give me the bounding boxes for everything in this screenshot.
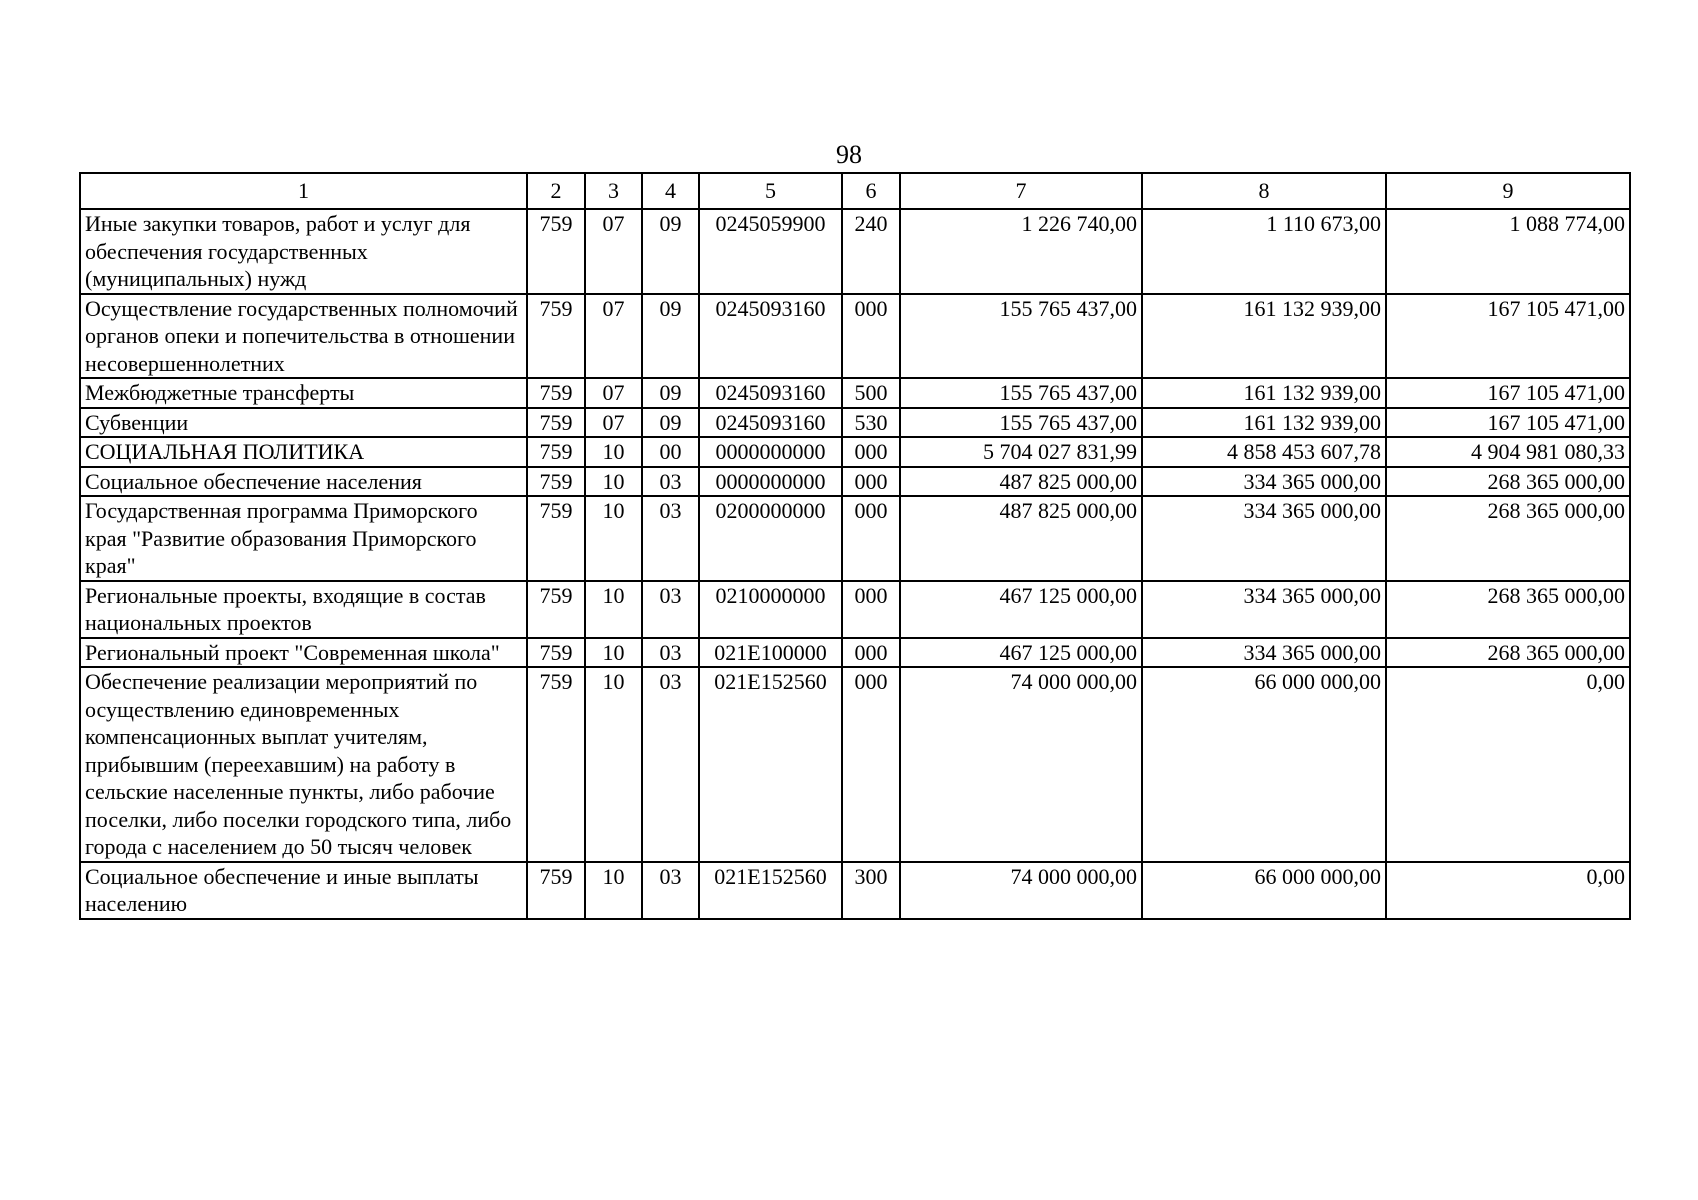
amount-cell: 467 125 000,00 xyxy=(900,581,1142,638)
code-cell: 07 xyxy=(585,378,642,408)
code-cell: 759 xyxy=(527,378,585,408)
column-header: 4 xyxy=(642,173,699,209)
amount-cell: 268 365 000,00 xyxy=(1386,581,1630,638)
table-row xyxy=(80,667,1630,862)
code-cell: 10 xyxy=(585,862,642,919)
code-cell: 07 xyxy=(585,408,642,438)
column-header: 2 xyxy=(527,173,585,209)
amount-cell: 167 105 471,00 xyxy=(1386,378,1630,408)
code-cell: 000 xyxy=(842,437,900,467)
amount-cell: 155 765 437,00 xyxy=(900,294,1142,379)
code-cell: 0245093160 xyxy=(699,294,842,379)
code-cell: 0000000000 xyxy=(699,467,842,497)
amount-cell: 467 125 000,00 xyxy=(900,638,1142,668)
table-row xyxy=(80,638,1630,668)
code-cell: 240 xyxy=(842,209,900,294)
code-cell: 09 xyxy=(642,378,699,408)
code-cell: 759 xyxy=(527,581,585,638)
code-cell: 03 xyxy=(642,667,699,862)
code-cell: 000 xyxy=(842,667,900,862)
table-row xyxy=(80,378,1630,408)
row-name-cell: Социальное обеспечение и иные выплаты населению xyxy=(80,862,527,919)
code-cell: 530 xyxy=(842,408,900,438)
column-header: 6 xyxy=(842,173,900,209)
amount-cell: 334 365 000,00 xyxy=(1142,467,1386,497)
code-cell: 10 xyxy=(585,638,642,668)
amount-cell: 167 105 471,00 xyxy=(1386,408,1630,438)
code-cell: 021E100000 xyxy=(699,638,842,668)
code-cell: 10 xyxy=(585,496,642,581)
code-cell: 759 xyxy=(527,437,585,467)
row-name-cell: СОЦИАЛЬНАЯ ПОЛИТИКА xyxy=(80,437,527,467)
amount-cell: 268 365 000,00 xyxy=(1386,638,1630,668)
column-header: 7 xyxy=(900,173,1142,209)
code-cell: 300 xyxy=(842,862,900,919)
table-row xyxy=(80,496,1630,581)
row-name-cell: Субвенции xyxy=(80,408,527,438)
code-cell: 000 xyxy=(842,581,900,638)
row-name-cell: Региональный проект "Современная школа" xyxy=(80,638,527,668)
code-cell: 10 xyxy=(585,437,642,467)
table-row xyxy=(80,209,1630,294)
code-cell: 000 xyxy=(842,294,900,379)
amount-cell: 74 000 000,00 xyxy=(900,667,1142,862)
table-body xyxy=(80,209,1630,919)
amount-cell: 4 904 981 080,33 xyxy=(1386,437,1630,467)
code-cell: 10 xyxy=(585,467,642,497)
table-row xyxy=(80,294,1630,379)
amount-cell: 74 000 000,00 xyxy=(900,862,1142,919)
amount-cell: 167 105 471,00 xyxy=(1386,294,1630,379)
code-cell: 0210000000 xyxy=(699,581,842,638)
code-cell: 10 xyxy=(585,667,642,862)
column-header: 9 xyxy=(1386,173,1630,209)
code-cell: 759 xyxy=(527,862,585,919)
code-cell: 759 xyxy=(527,294,585,379)
row-name-cell: Региональные проекты, входящие в состав национальных проектов xyxy=(80,581,527,638)
amount-cell: 0,00 xyxy=(1386,667,1630,862)
code-cell: 500 xyxy=(842,378,900,408)
page-number: 98 xyxy=(836,140,862,169)
code-cell: 09 xyxy=(642,209,699,294)
code-cell: 759 xyxy=(527,467,585,497)
code-cell: 759 xyxy=(527,667,585,862)
amount-cell: 0,00 xyxy=(1386,862,1630,919)
code-cell: 000 xyxy=(842,496,900,581)
amount-cell: 155 765 437,00 xyxy=(900,378,1142,408)
code-cell: 00 xyxy=(642,437,699,467)
code-cell: 07 xyxy=(585,294,642,379)
code-cell: 021E152560 xyxy=(699,667,842,862)
code-cell: 000 xyxy=(842,638,900,668)
amount-cell: 161 132 939,00 xyxy=(1142,408,1386,438)
column-header: 1 xyxy=(80,173,527,209)
column-header: 8 xyxy=(1142,173,1386,209)
amount-cell: 487 825 000,00 xyxy=(900,496,1142,581)
code-cell: 07 xyxy=(585,209,642,294)
amount-cell: 161 132 939,00 xyxy=(1142,378,1386,408)
table-row xyxy=(80,408,1630,438)
code-cell: 759 xyxy=(527,638,585,668)
amount-cell: 155 765 437,00 xyxy=(900,408,1142,438)
amount-cell: 268 365 000,00 xyxy=(1386,496,1630,581)
code-cell: 759 xyxy=(527,209,585,294)
code-cell: 03 xyxy=(642,467,699,497)
amount-cell: 66 000 000,00 xyxy=(1142,667,1386,862)
row-name-cell: Обеспечение реализации мероприятий по осуществлению единовременных компенсационных выплат учителям, прибывшим (переехавшим) на работу в сельские населенные пункты, либо рабочие поселки, либо поселки городского типа, либо города с населением до 50 тысяч человек xyxy=(80,667,527,862)
budget-table xyxy=(79,172,1631,920)
code-cell: 09 xyxy=(642,408,699,438)
amount-cell: 334 365 000,00 xyxy=(1142,496,1386,581)
code-cell: 10 xyxy=(585,581,642,638)
code-cell: 03 xyxy=(642,581,699,638)
amount-cell: 66 000 000,00 xyxy=(1142,862,1386,919)
code-cell: 09 xyxy=(642,294,699,379)
table-row xyxy=(80,862,1630,919)
code-cell: 03 xyxy=(642,862,699,919)
code-cell: 03 xyxy=(642,638,699,668)
code-cell: 0200000000 xyxy=(699,496,842,581)
table-row xyxy=(80,437,1630,467)
row-name-cell: Осуществление государственных полномочий органов опеки и попечительства в отношении несовершеннолетних xyxy=(80,294,527,379)
amount-cell: 5 704 027 831,99 xyxy=(900,437,1142,467)
row-name-cell: Социальное обеспечение населения xyxy=(80,467,527,497)
column-header: 3 xyxy=(585,173,642,209)
code-cell: 03 xyxy=(642,496,699,581)
amount-cell: 4 858 453 607,78 xyxy=(1142,437,1386,467)
table-row xyxy=(80,467,1630,497)
row-name-cell: Государственная программа Приморского края "Развитие образования Приморского края" xyxy=(80,496,527,581)
code-cell: 0245093160 xyxy=(699,408,842,438)
column-header: 5 xyxy=(699,173,842,209)
amount-cell: 1 226 740,00 xyxy=(900,209,1142,294)
amount-cell: 334 365 000,00 xyxy=(1142,638,1386,668)
amount-cell: 161 132 939,00 xyxy=(1142,294,1386,379)
code-cell: 021E152560 xyxy=(699,862,842,919)
amount-cell: 1 088 774,00 xyxy=(1386,209,1630,294)
table-header-row xyxy=(80,173,1630,209)
code-cell: 000 xyxy=(842,467,900,497)
amount-cell: 268 365 000,00 xyxy=(1386,467,1630,497)
row-name-cell: Иные закупки товаров, работ и услуг для обеспечения государственных (муниципальных) нужд xyxy=(80,209,527,294)
amount-cell: 1 110 673,00 xyxy=(1142,209,1386,294)
table-row xyxy=(80,581,1630,638)
code-cell: 759 xyxy=(527,408,585,438)
code-cell: 0245093160 xyxy=(699,378,842,408)
code-cell: 759 xyxy=(527,496,585,581)
amount-cell: 334 365 000,00 xyxy=(1142,581,1386,638)
code-cell: 0245059900 xyxy=(699,209,842,294)
row-name-cell: Межбюджетные трансферты xyxy=(80,378,527,408)
amount-cell: 487 825 000,00 xyxy=(900,467,1142,497)
code-cell: 0000000000 xyxy=(699,437,842,467)
